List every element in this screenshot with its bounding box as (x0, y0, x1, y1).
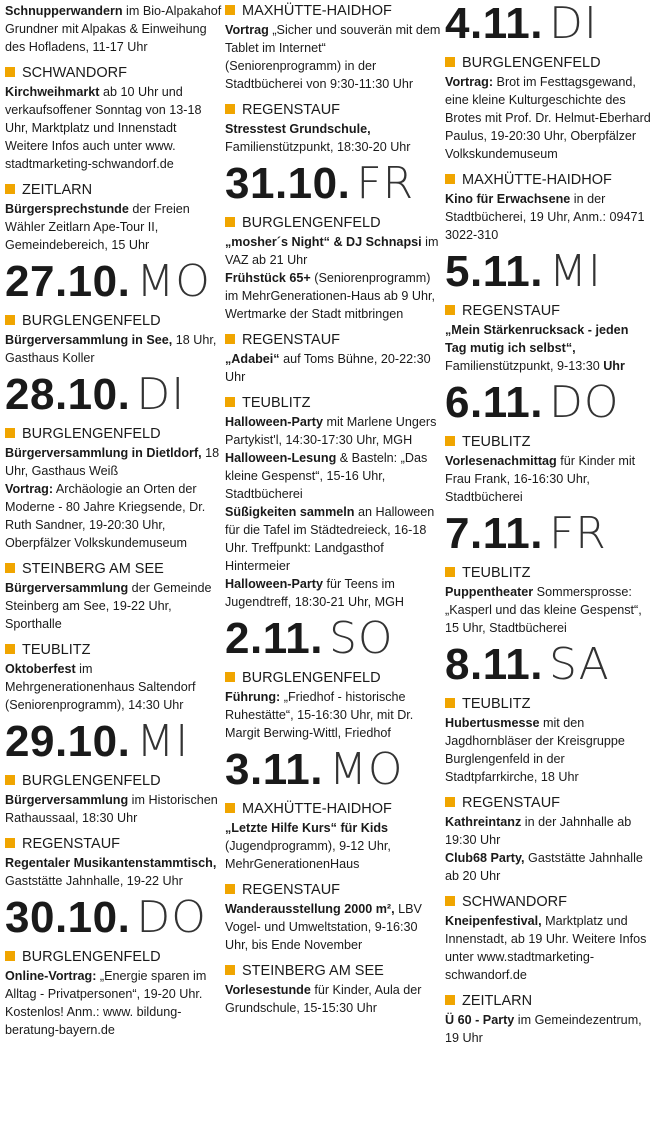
event-entry (5, 579, 223, 633)
event-details: im Gemeindezentrum, 19 Uhr (445, 1013, 642, 1045)
event-entry (445, 714, 652, 786)
location-heading (225, 214, 442, 232)
location-heading (5, 560, 223, 578)
event-entry (5, 854, 223, 890)
square-bullet-icon (5, 184, 15, 194)
event-details: & Basteln: „Das kleine Gespenst“, 15-16 Uhr, Stadtbücherei (225, 451, 428, 501)
event-details: für Kinder mit Frau Frank, 16-16:30 Uhr, Stadtbücherei (445, 454, 636, 504)
event-title: Führung: (225, 690, 281, 704)
event-details: Brot im Festtagsgewand, eine kleine Kulturgeschichte des Brotes mit Prof. Dr. Helmut-Eberhard Paulus, 19-20:30 Uhr, Oberpfälzer Volkskundemuseum (445, 75, 651, 161)
event-details: auf Toms Bühne, 20-22:30 Uhr (225, 352, 431, 384)
location-heading (445, 54, 652, 72)
location-label: MAXHÜTTE-HAIDHOF (242, 801, 392, 817)
event-details: Marktplatz und Innenstadt, ab 19 Uhr. Weitere Infos unter www.stadtmarketing-schwandorf.de (445, 914, 647, 982)
event-entry (225, 233, 442, 269)
location-label: SCHWANDORF (462, 894, 567, 910)
location-label: BURGLENGENFELD (22, 426, 161, 442)
event-title: Club68 Party, (445, 851, 525, 865)
location-label: BURGLENGENFELD (22, 949, 161, 965)
event-entry (445, 190, 652, 244)
event-details: Sommersprosse: „Kasperl und das kleine Gespenst“, 15 Uhr, Stadtbücherei (445, 585, 642, 635)
event-entry (5, 2, 223, 56)
date-number: 28.10. (5, 370, 131, 419)
event-details: mit Marlene Ungers Partykist'l, 14:30-17:30 Uhr, MGH (225, 415, 437, 447)
event-title: Ü 60 - Party (445, 1013, 515, 1027)
event-entry (445, 849, 652, 885)
location-label: STEINBERG AM SEE (242, 963, 384, 979)
date-number: 5.11. (445, 247, 543, 296)
event-title: Online-Vortrag: (5, 969, 97, 983)
date-heading (5, 369, 223, 420)
event-entry (225, 688, 442, 742)
square-bullet-icon (445, 174, 455, 184)
location-heading (225, 331, 442, 349)
date-number: 4.11. (445, 0, 543, 48)
event-entry (5, 660, 223, 714)
event-entry (445, 321, 652, 375)
event-entry (225, 449, 442, 503)
location-label: REGENSTAUF (242, 882, 341, 898)
location-label: BURGLENGENFELD (22, 313, 161, 329)
event-title: Regentaler Musikantenstammtisch, (5, 856, 217, 870)
event-title: Süßigkeiten sammeln (225, 505, 355, 519)
weekday: DO (548, 377, 620, 428)
square-bullet-icon (445, 698, 455, 708)
event-details: in der Jahnhalle ab 19:30 Uhr (445, 815, 632, 847)
location-heading (225, 394, 442, 412)
date-number: 8.11. (445, 640, 543, 689)
location-label: TEUBLITZ (242, 395, 311, 411)
date-heading (445, 246, 652, 297)
event-title: „mosher´s Night“ & DJ Schnapsi (225, 235, 422, 249)
date-number: 29.10. (5, 717, 131, 766)
date-heading (445, 639, 652, 690)
event-title: Halloween-Party (225, 577, 323, 591)
event-entry (225, 575, 442, 611)
event-details: LBV Vogel- und Umweltstation, 9-16:30 Uhr, bis Ende November (225, 902, 422, 952)
weekday: MO (328, 744, 404, 795)
event-entry (5, 331, 223, 367)
square-bullet-icon (445, 567, 455, 577)
event-details: 18 Uhr, Gasthaus Weiß (5, 446, 220, 478)
location-heading (225, 881, 442, 899)
weekday: SO (328, 613, 394, 664)
event-entry (5, 444, 223, 480)
event-entry (5, 83, 223, 173)
location-label: MAXHÜTTE-HAIDHOF (242, 3, 392, 19)
event-title: Vortrag (225, 23, 269, 37)
event-entry (445, 912, 652, 984)
location-label: REGENSTAUF (22, 836, 121, 852)
square-bullet-icon (225, 672, 235, 682)
event-entry (445, 452, 652, 506)
date-number: 27.10. (5, 257, 131, 306)
square-bullet-icon (225, 334, 235, 344)
event-title: Halloween-Party (225, 415, 323, 429)
event-details: ab 10 Uhr und verkaufsoffener Sonntag von 13-18 Uhr, Marktplatz und Innenstadt Weitere Infos auch unter www. stadtmarketing-schwandorf.de (5, 85, 202, 171)
event-title: Bürgerversammlung in See, (5, 333, 173, 347)
location-label: REGENSTAUF (462, 795, 561, 811)
square-bullet-icon (225, 5, 235, 15)
event-entry (5, 791, 223, 827)
event-entry (225, 120, 442, 156)
square-bullet-icon (445, 305, 455, 315)
event-entry (445, 813, 652, 849)
location-heading (225, 669, 442, 687)
date-number: 30.10. (5, 893, 131, 942)
date-heading (445, 0, 652, 49)
event-title: Bürgerversammlung (5, 793, 129, 807)
weekday: FR (548, 508, 607, 559)
event-entry (225, 503, 442, 575)
event-entry (225, 21, 442, 93)
event-details: Gaststätte Jahnhalle ab 20 Uhr (445, 851, 643, 883)
location-label: ZEITLARN (22, 182, 93, 198)
date-number: 6.11. (445, 378, 543, 427)
square-bullet-icon (445, 436, 455, 446)
event-title: Wanderausstellung 2000 m², (225, 902, 395, 916)
event-title: „Mein Stärkenrucksack - jeden Tag mutig ich selbst“, (445, 323, 629, 355)
event-entry (5, 480, 223, 552)
event-title: Vortrag: (5, 482, 54, 496)
square-bullet-icon (445, 995, 455, 1005)
location-heading (5, 425, 223, 443)
date-heading (445, 508, 652, 559)
event-title: Kirchweihmarkt (5, 85, 100, 99)
event-details: im Mehrgenerationenhaus Saltendorf (Seniorenprogramm), 14:30 Uhr (5, 662, 196, 712)
event-title: Halloween-Lesung (225, 451, 337, 465)
event-title: Puppentheater (445, 585, 534, 599)
event-title: Bürgerversammlung in Dietldorf, (5, 446, 202, 460)
event-details: 18 Uhr, Gasthaus Koller (5, 333, 217, 365)
weekday: FR (356, 158, 415, 209)
date-heading (225, 158, 442, 209)
square-bullet-icon (5, 775, 15, 785)
date-number: 31.10. (225, 159, 351, 208)
column-3 (442, 2, 652, 1047)
event-title: „Adabei“ (225, 352, 280, 366)
event-entry (225, 981, 442, 1017)
square-bullet-icon (5, 951, 15, 961)
square-bullet-icon (225, 803, 235, 813)
event-details: für Kinder, Aula der Grundschule, 15-15:30 Uhr (225, 983, 422, 1015)
event-entry (445, 73, 652, 163)
event-entry (225, 269, 442, 323)
event-details: der Gemeinde Steinberg am See, 19-22 Uhr, Sporthalle (5, 581, 212, 631)
weekday: DI (136, 369, 186, 420)
weekday: DO (136, 892, 207, 943)
location-heading (445, 992, 652, 1010)
event-details: Archäologie an Orten der Moderne - 80 Jahre Kriegsende, Dr. Ruth Sandner, 19-20:30 Uhr, Oberpfälzer Volkskundemuseum (5, 482, 206, 550)
date-heading (225, 744, 442, 795)
location-label: STEINBERG AM SEE (22, 561, 164, 577)
event-details: Familienstützpunkt, 18:30-20 Uhr (225, 140, 411, 154)
square-bullet-icon (445, 57, 455, 67)
location-label: TEUBLITZ (462, 434, 531, 450)
event-details: im VAZ ab 21 Uhr (225, 235, 439, 267)
event-title: Uhr (603, 359, 625, 373)
event-details: an Halloween für die Tafel im Städtedreieck, 16-18 Uhr. Treffpunkt: Landgasthof Hintermeier (225, 505, 435, 573)
location-label: ZEITLARN (462, 993, 533, 1009)
location-heading (5, 641, 223, 659)
date-heading (5, 892, 223, 943)
square-bullet-icon (5, 644, 15, 654)
location-label: BURGLENGENFELD (22, 773, 161, 789)
event-title: Stresstest Grundschule, (225, 122, 371, 136)
location-label: REGENSTAUF (462, 303, 561, 319)
event-details: Gaststätte Jahnhalle, 19-22 Uhr (5, 874, 183, 888)
location-heading (5, 181, 223, 199)
location-label: BURGLENGENFELD (462, 55, 601, 71)
weekday: MO (136, 256, 211, 307)
event-details: mit den Jagdhornbläser der Kreisgruppe Burglengenfeld in der Stadtpfarrkirche, 18 Uhr (445, 716, 625, 784)
event-title: Vorlesenachmittag (445, 454, 557, 468)
event-title: „Letzte Hilfe Kurs“ für Kids (225, 821, 389, 835)
location-label: TEUBLITZ (462, 696, 531, 712)
location-heading (5, 948, 223, 966)
location-label: REGENSTAUF (242, 332, 341, 348)
event-title: Vorlesestunde (225, 983, 311, 997)
event-title: Kino für Erwachsene (445, 192, 571, 206)
square-bullet-icon (225, 397, 235, 407)
event-details: im Historischen Rathaussaal, 18:30 Uhr (5, 793, 218, 825)
date-number: 3.11. (225, 745, 323, 794)
location-label: TEUBLITZ (462, 565, 531, 581)
event-entry (445, 1011, 652, 1047)
event-title: Kathreintanz (445, 815, 522, 829)
event-title: Schnupperwandern (5, 4, 123, 18)
location-heading (445, 302, 652, 320)
event-title: Hubertusmesse (445, 716, 540, 730)
event-title: Frühstück 65+ (225, 271, 311, 285)
event-details: für Teens im Jugendtreff, 18:30-21 Uhr, MGH (225, 577, 404, 609)
weekday: SA (548, 639, 610, 690)
location-heading (5, 312, 223, 330)
date-heading (5, 256, 223, 307)
square-bullet-icon (225, 884, 235, 894)
event-entry (5, 200, 223, 254)
event-details: (Jugendprogramm), 9-12 Uhr, MehrGenerationenHaus (225, 839, 391, 871)
event-title: Bürgersprechstunde (5, 202, 129, 216)
event-entry (225, 350, 442, 386)
location-heading (445, 171, 652, 189)
event-entry (225, 413, 442, 449)
event-entry (445, 583, 652, 637)
square-bullet-icon (5, 428, 15, 438)
location-label: BURGLENGENFELD (242, 670, 381, 686)
event-details: „Sicher und souverän mit dem Tablet im Internet“ (Seniorenprogramm) in der Stadtbücherei von 9:30-11:30 Uhr (225, 23, 441, 91)
location-label: REGENSTAUF (242, 102, 341, 118)
event-entry (225, 900, 442, 954)
event-title: Kneipenfestival, (445, 914, 542, 928)
date-number: 2.11. (225, 614, 323, 663)
event-details: (Seniorenprogramm) im MehrGenerationen-Haus ab 9 Uhr, Wertmarke der Stadt mitbringen (225, 271, 435, 321)
location-heading (445, 564, 652, 582)
square-bullet-icon (5, 315, 15, 325)
location-heading (5, 64, 223, 82)
weekday: MI (548, 246, 602, 297)
event-details: im Bio-Alpakahof Grundner mit Alpakas & Einweihung des Hofladens, 11-17 Uhr (5, 4, 222, 54)
event-details: Familienstützpunkt, 9-13:30 (445, 359, 604, 373)
location-heading (5, 772, 223, 790)
column-2 (223, 2, 442, 1047)
square-bullet-icon (5, 838, 15, 848)
location-heading (445, 893, 652, 911)
location-heading (225, 101, 442, 119)
event-details: in der Stadtbücherei, 19 Uhr, Anm.: 09471 3022-310 (445, 192, 645, 242)
date-heading (225, 613, 442, 664)
square-bullet-icon (225, 104, 235, 114)
event-title: Bürgerversammlung (5, 581, 129, 595)
location-heading (445, 695, 652, 713)
location-heading (5, 835, 223, 853)
square-bullet-icon (5, 67, 15, 77)
square-bullet-icon (445, 797, 455, 807)
event-entry (225, 819, 442, 873)
location-heading (445, 433, 652, 451)
weekday: MI (136, 716, 190, 767)
column-1 (5, 2, 223, 1047)
date-heading (5, 716, 223, 767)
event-title: Vortrag: (445, 75, 494, 89)
square-bullet-icon (5, 563, 15, 573)
event-details: „Friedhof - historische Ruhestätte“, 15-16:30 Uhr, mit Dr. Margit Berwing-Wittl, Friedhof (225, 690, 414, 740)
location-label: SCHWANDORF (22, 65, 127, 81)
weekday: DI (548, 0, 598, 49)
event-details: der Freien Wähler Zeitlarn Ape-Tour II, Gemeindebereich, 15 Uhr (5, 202, 190, 252)
location-heading (225, 800, 442, 818)
location-heading (225, 2, 442, 20)
square-bullet-icon (445, 896, 455, 906)
location-label: BURGLENGENFELD (242, 215, 381, 231)
date-heading (445, 377, 652, 428)
square-bullet-icon (225, 217, 235, 227)
location-heading (225, 962, 442, 980)
square-bullet-icon (225, 965, 235, 975)
location-label: TEUBLITZ (22, 642, 91, 658)
location-label: MAXHÜTTE-HAIDHOF (462, 172, 612, 188)
date-number: 7.11. (445, 509, 543, 558)
event-title: Oktoberfest (5, 662, 76, 676)
location-heading (445, 794, 652, 812)
event-entry (5, 967, 223, 1039)
event-details: „Energie sparen im Alltag - Privatpersonen“, 19-20 Uhr. Kostenlos! Anm.: www. bildung-beratung-bayern.de (5, 969, 207, 1037)
